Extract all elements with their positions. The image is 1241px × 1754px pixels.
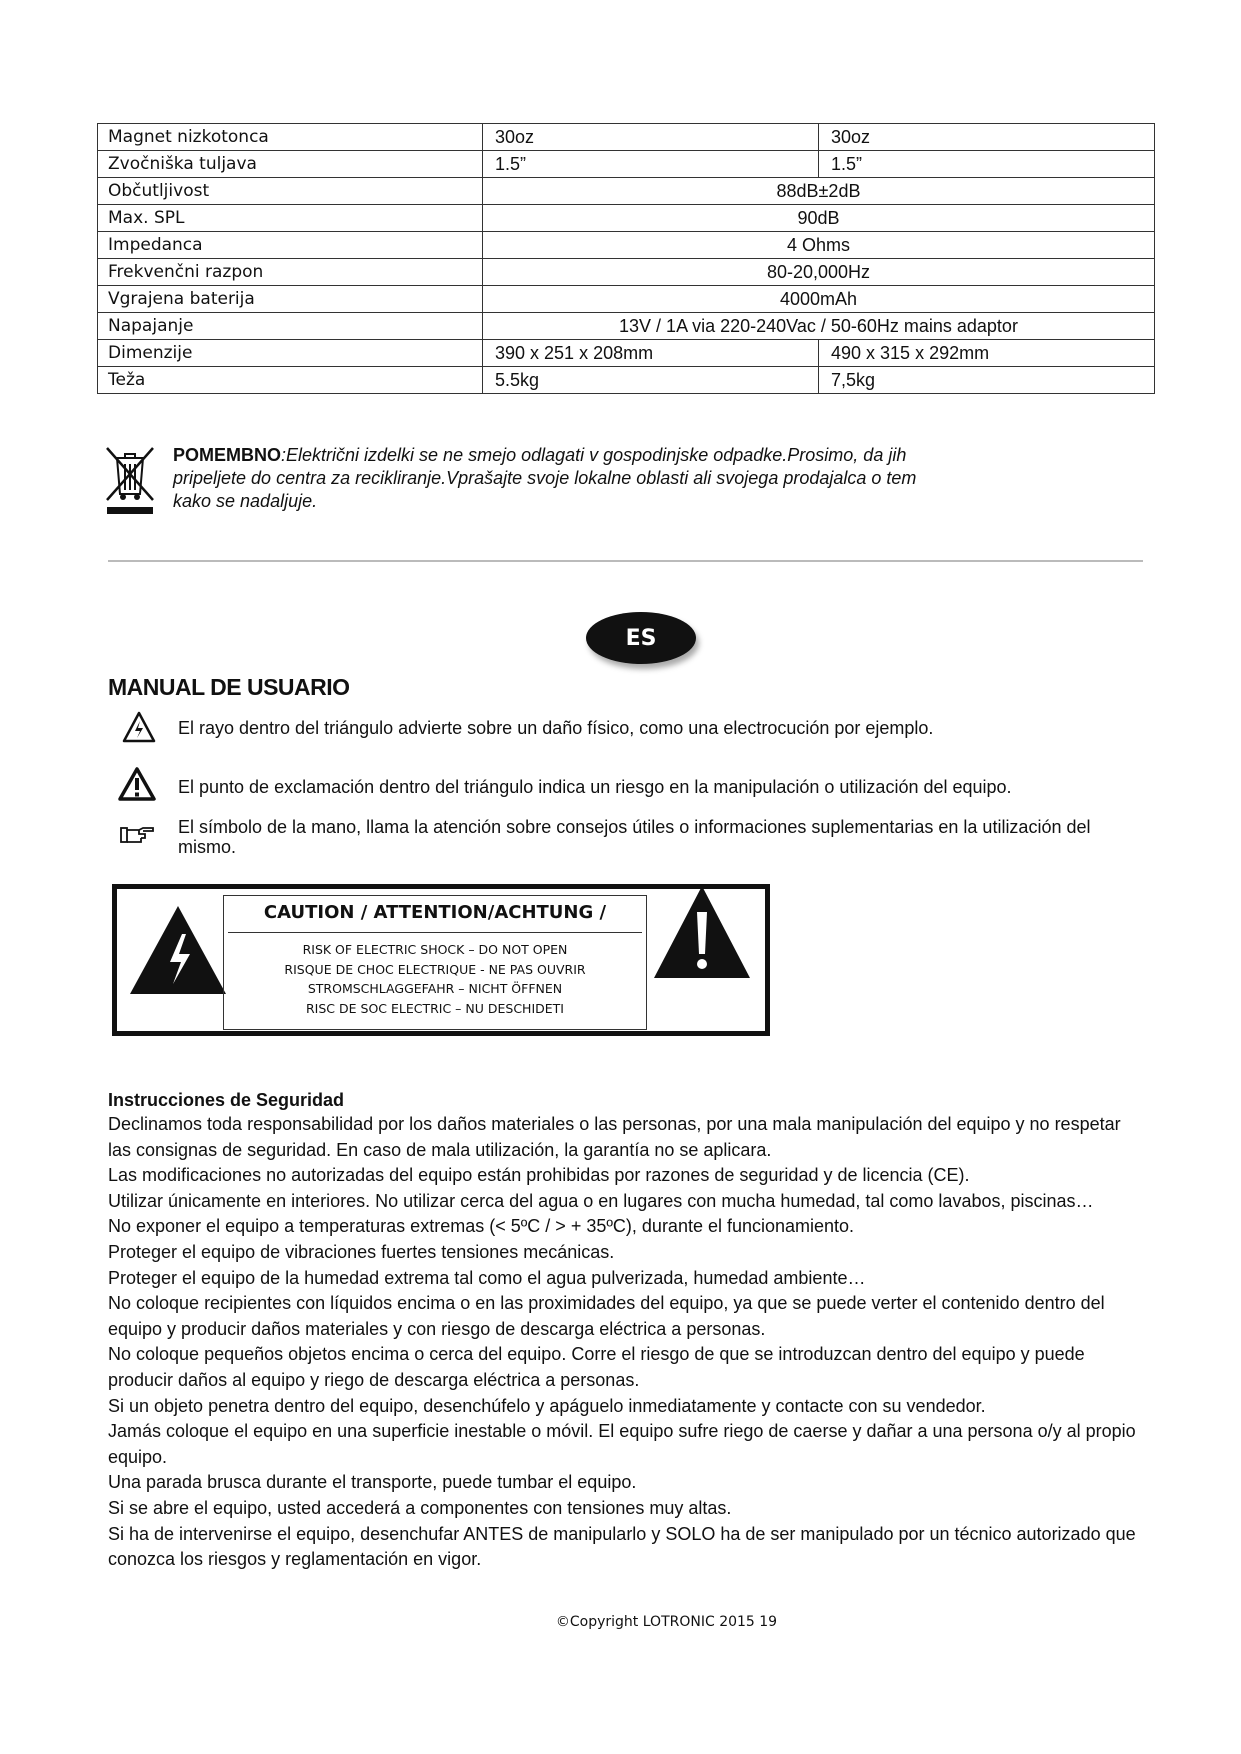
spec-value: 13V / 1A via 220-240Vac / 50-60Hz mains adaptor (483, 313, 1155, 340)
table-row (98, 367, 1155, 394)
caution-lines (224, 940, 646, 1018)
lightning-triangle-icon (121, 710, 157, 744)
paragraph: Si ha de intervenirse el equipo, desenchufar ANTES de manipularlo y SOLO ha de ser manipulado por un técnico autorizado que conozca los riesgos y reglamentación en vigor. (108, 1523, 1136, 1570)
caution-text-box (223, 895, 647, 1030)
table-row (98, 286, 1155, 313)
spec-label: Impedanca (98, 232, 483, 259)
paragraph: Si un objeto penetra dentro del equipo, desenchúfelo y apáguelo inmediatamente y contacte con su vendedor. (108, 1395, 986, 1416)
spec-label: Frekvenčni razpon (98, 259, 483, 286)
section-heading: Instrucciones de Seguridad (108, 1090, 345, 1110)
notice-text: :Električni izdelki se ne smejo odlagati v gospodinjske odpadke.Prosimo, da jih pripeljete do centra za recikliranje.Vprašajte svoje lokalne oblasti ali svojega prodajalca o tem kako se nadaljuje. (173, 445, 917, 511)
caution-title: CAUTION / ATTENTION/ACHTUNG / (263, 902, 607, 923)
exclamation-warning-triangle (652, 884, 752, 980)
spec-label: Zvočniška tuljava (98, 151, 483, 178)
paragraph: No coloque pequeños objetos encima o cerca del equipo. Corre el riesgo de que se introduzcan dentro del equipo y puede producir daños al equipo y riego de descarga eléctrica a personas. (108, 1344, 1085, 1390)
paragraph: No coloque recipientes con líquidos encima o en las proximidades del equipo, ya que se puede verter el contenido dentro del equipo y producir daños materiales y con riesgo de descarga eléctrica a personas. (108, 1293, 1105, 1339)
caution-line: RISQUE DE CHOC ELECTRIQUE - NE PAS OUVRIR (284, 961, 586, 977)
disposal-notice (173, 444, 953, 513)
spec-value: 4000mAh (483, 286, 1155, 313)
notice-bold: POMEMBNO (173, 445, 281, 465)
spec-value: 5.5kg (483, 367, 819, 394)
paragraph: Si se abre el equipo, usted accederá a componentes con tensiones muy altas. (108, 1497, 732, 1518)
spec-value: 88dB±2dB (483, 178, 1155, 205)
paragraph: Proteger el equipo de vibraciones fuertes tensiones mecánicas. (108, 1241, 615, 1262)
spec-value: 90dB (483, 205, 1155, 232)
pointing-hand-icon (119, 822, 155, 856)
paragraph: Una parada brusca durante el transporte, puede tumbar el equipo. (108, 1472, 637, 1493)
spec-label: Vgrajena baterija (98, 286, 483, 313)
table-row (98, 124, 1155, 151)
spec-label: Dimenzije (98, 340, 483, 367)
spec-label: Napajanje (98, 313, 483, 340)
caution-line: STROMSCHLAGGEFAHR – NICHT ÖFFNEN (307, 981, 563, 996)
paragraph: Utilizar únicamente en interiores. No utilizar cerca del agua o en lugares con mucha humedad, tal como lavabos, piscinas… (108, 1190, 1094, 1211)
spec-value: 1.5” (483, 151, 819, 178)
table-row (98, 259, 1155, 286)
spec-value: 7,5kg (819, 367, 1155, 394)
paragraph: Las modificaciones no autorizadas del equipo están prohibidas por razones de seguridad y de licencia (CE). (108, 1165, 970, 1186)
copyright-text: ©Copyright LOTRONIC 2015 19 (555, 1614, 778, 1630)
crossed-bin-icon (103, 444, 157, 518)
spec-label: Magnet nizkotonca (98, 124, 483, 151)
symbol-text: El símbolo de la mano, llama la atención sobre consejos útiles o informaciones suplementarias en la utilización del mismo. (178, 817, 1091, 857)
table-row (98, 178, 1155, 205)
spec-label: Max. SPL (98, 205, 483, 232)
page-title: MANUAL DE USUARIO (108, 674, 350, 700)
paragraph: Declinamos toda responsabilidad por los daños materiales o las personas, por una mala manipulación del equipo y no respetar las consignas de seguridad. En caso de mala utilización, la garantía no se aplicara. (108, 1114, 1121, 1160)
divider (108, 560, 1143, 562)
spec-table (97, 123, 1155, 394)
paragraph: Proteger el equipo de la humedad extrema tal como el agua pulverizada, humedad ambiente… (108, 1267, 866, 1288)
exclamation-triangle-icon (117, 766, 153, 800)
spec-label: Teža (98, 367, 483, 394)
paragraph: No exponer el equipo a temperaturas extremas (< 5ºC / > + 35ºC), durante el funcionamiento. (108, 1216, 855, 1237)
caution-line: RISK OF ELECTRIC SHOCK – DO NOT OPEN (302, 942, 568, 957)
table-row (98, 151, 1155, 178)
symbol-text: El rayo dentro del triángulo advierte sobre un daño físico, como una electrocución por ejemplo. (178, 718, 934, 738)
language-badge: ES (586, 612, 696, 664)
page-footer (0, 1614, 1241, 1630)
caution-line: RISC DE SOC ELECTRIC – NU DESCHIDETI (306, 1000, 564, 1016)
spec-value: 1.5” (819, 151, 1155, 178)
spec-value: 80-20,000Hz (483, 259, 1155, 286)
table-row (98, 205, 1155, 232)
spec-value: 30oz (819, 124, 1155, 151)
table-row (98, 340, 1155, 367)
spec-value: 490 x 315 x 292mm (819, 340, 1155, 367)
spec-label: Občutljivost (98, 178, 483, 205)
spec-value: 30oz (483, 124, 819, 151)
table-row (98, 313, 1155, 340)
safety-instructions (108, 1088, 1143, 1573)
caution-separator (228, 932, 642, 933)
lightning-warning-triangle (128, 904, 228, 996)
table-row (98, 232, 1155, 259)
paragraph: Jamás coloque el equipo en una superficie inestable o móvil. El equipo sufre riego de caerse y dañar a una persona o/y al propio equipo. (108, 1421, 1136, 1467)
spec-value: 4 Ohms (483, 232, 1155, 259)
spec-value: 390 x 251 x 208mm (483, 340, 819, 367)
symbol-text: El punto de exclamación dentro del triángulo indica un riesgo en la manipulación o utilización del equipo. (178, 777, 1012, 797)
